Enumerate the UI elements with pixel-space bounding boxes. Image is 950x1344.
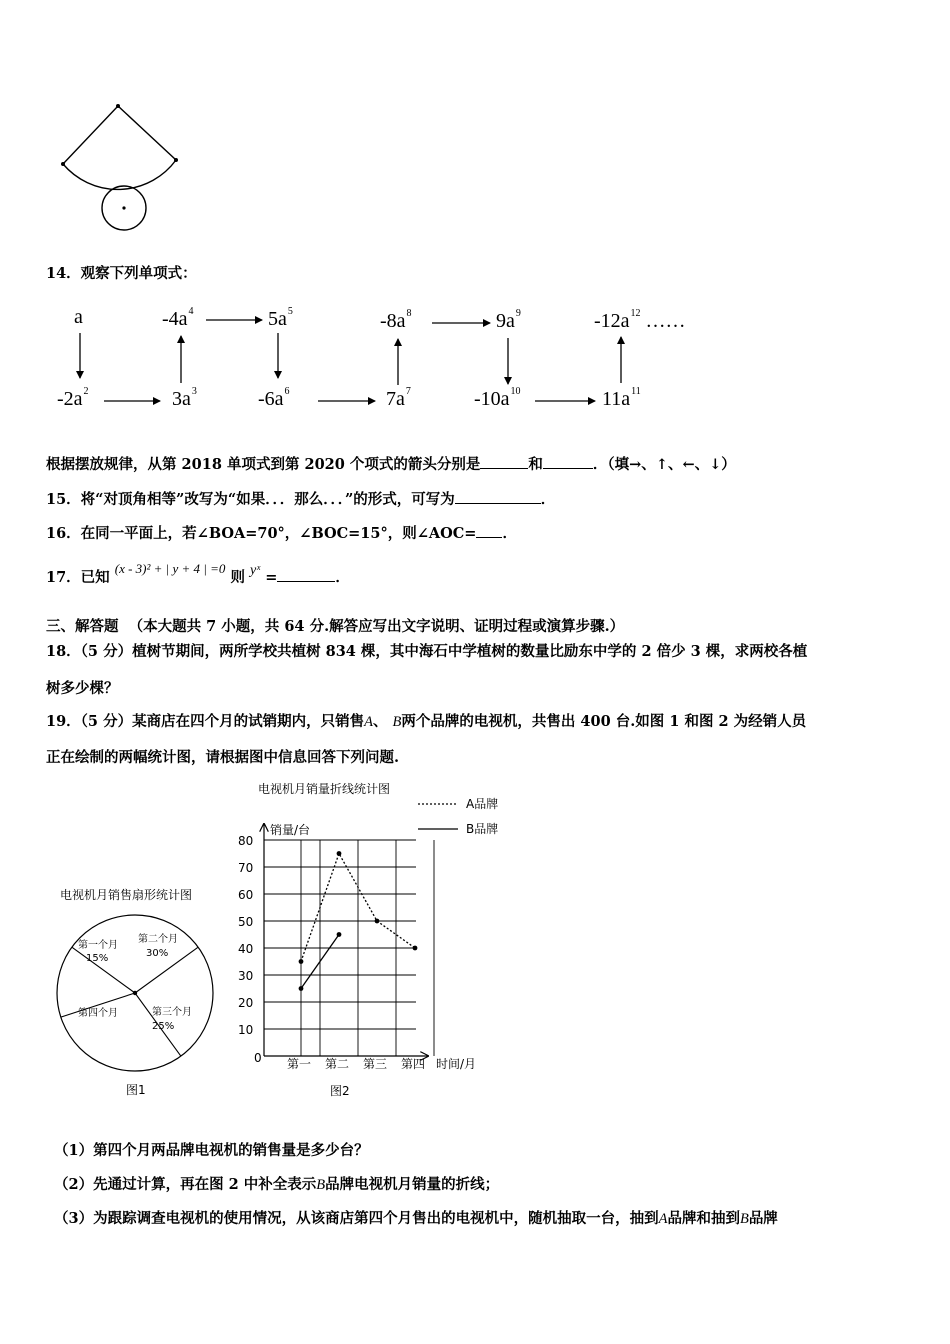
- term-2: $-2a^2$: [57, 386, 89, 410]
- q14-arrows: [0, 0, 950, 440]
- line-caption: 图2: [330, 1084, 350, 1098]
- q17-expression: yˣ: [250, 563, 261, 578]
- x-tick-2: 第二: [325, 1057, 350, 1071]
- x-tick-3: 第三: [363, 1057, 388, 1071]
- q19-line1: 19．（5 分）某商店在四个月的试销期内，只销售A、 B两个品牌的电视机，共售出 400 台.如图 1 和图 2 为经销人员: [46, 713, 807, 730]
- point-a-2: [337, 851, 342, 856]
- pie-pct-month2: 30%: [146, 948, 169, 959]
- pie-label-month2: 第二个月: [138, 934, 178, 945]
- term-1: a: [74, 306, 83, 328]
- legend-b-label: B品牌: [466, 822, 499, 836]
- line-chart-title: 电视机月销量折线统计图: [258, 782, 391, 796]
- y-tick-70: 70: [238, 861, 254, 875]
- origin-label: 0: [254, 1051, 262, 1065]
- term-5: $5a^5$: [268, 306, 293, 330]
- pie-label-month1: 第一个月: [78, 940, 118, 951]
- y-tick-20: 20: [238, 996, 254, 1010]
- q14-question: 根据摆放规律，从第 2018 单项式到第 2020 个项式的箭头分别是 和 ．（填→、↑、←、↓）: [46, 456, 736, 473]
- x-tick-4: 第四: [401, 1057, 426, 1071]
- q17-question: 17．已知 (x - 3)² + | y + 4 | =0 则 yˣ = ．: [46, 561, 350, 586]
- y-axis-label: 销量/台: [270, 823, 311, 837]
- term-11: $11a^{11}$: [602, 386, 641, 410]
- y-tick-40: 40: [238, 942, 254, 956]
- term-3: $3a^3$: [172, 386, 197, 410]
- y-tick-50: 50: [238, 915, 254, 929]
- pie-pct-month1: 15%: [86, 953, 109, 964]
- point-b-2: [337, 932, 342, 937]
- term-10: $-10a^{10}$: [474, 386, 521, 410]
- y-tick-10: 10: [238, 1023, 254, 1037]
- term-7: $7a^7$: [386, 386, 411, 410]
- point-a-4: [413, 946, 418, 951]
- term-9: $9a^9$: [496, 308, 521, 332]
- point-a-1: [299, 959, 304, 964]
- pie-caption: 图1: [126, 1083, 146, 1097]
- q17-equation: (x - 3)² + | y + 4 | =0: [114, 561, 226, 576]
- y-tick-80: 80: [238, 834, 254, 848]
- term-6: $-6a^6$: [258, 386, 290, 410]
- pie-pct-month3: 25%: [152, 1021, 175, 1032]
- q19-sub3: （3）为跟踪调查电视机的使用情况，从该商店第四个月售出的电视机中，随机抽取一台，抽到A品牌和抽到B品牌: [54, 1210, 778, 1227]
- term-12: $-12a^{12}$ ……: [594, 308, 686, 332]
- legend-a-label: A品牌: [466, 797, 499, 811]
- term-4: $-4a^4$: [162, 306, 194, 330]
- pie-label-month4: 第四个月: [78, 1008, 118, 1019]
- q14-stem: 14．观察下列单项式：: [46, 265, 197, 282]
- section3-heading: 三、解答题 （本大题共 7 小题，共 64 分.解答应写出文字说明、证明过程或演算步骤.）: [46, 618, 625, 635]
- y-tick-30: 30: [238, 969, 254, 983]
- pie-chart-title: 电视机月销售扇形统计图: [60, 888, 193, 902]
- q18-line2: 树多少棵？: [46, 680, 119, 697]
- q15-question: 15．将“对顶角相等”改写为“如果．．．那么．．．”的形式，可写为 ．: [46, 491, 556, 508]
- point-b-1: [299, 986, 304, 991]
- x-tick-1: 第一: [287, 1057, 312, 1071]
- q19-sub2: （2）先通过计算，再在图 2 中补全表示B品牌电视机月销量的折线；: [54, 1176, 500, 1193]
- x-axis-label: 时间/月: [436, 1057, 477, 1071]
- point-a-3: [375, 919, 380, 924]
- q19-line2: 正在绘制的两幅统计图，请根据图中信息回答下列问题.: [46, 749, 400, 766]
- pie-chart: [50, 908, 220, 1078]
- q16-question: 16．在同一平面上，若∠BOA=70°，∠BOC=15°，则∠AOC= ．: [46, 525, 517, 542]
- q18-line1: 18．（5 分）植树节期间，两所学校共植树 834 棵，其中海石中学植树的数量比励东中学的 2 倍少 3 棵，求两校各植: [46, 643, 808, 660]
- term-8: $-8a^8$: [380, 308, 412, 332]
- line-chart: [230, 790, 520, 1090]
- pie-label-month3: 第三个月: [152, 1007, 192, 1018]
- y-tick-60: 60: [238, 888, 254, 902]
- q19-sub1: （1）第四个月两品牌电视机的销售量是多少台？: [54, 1142, 369, 1159]
